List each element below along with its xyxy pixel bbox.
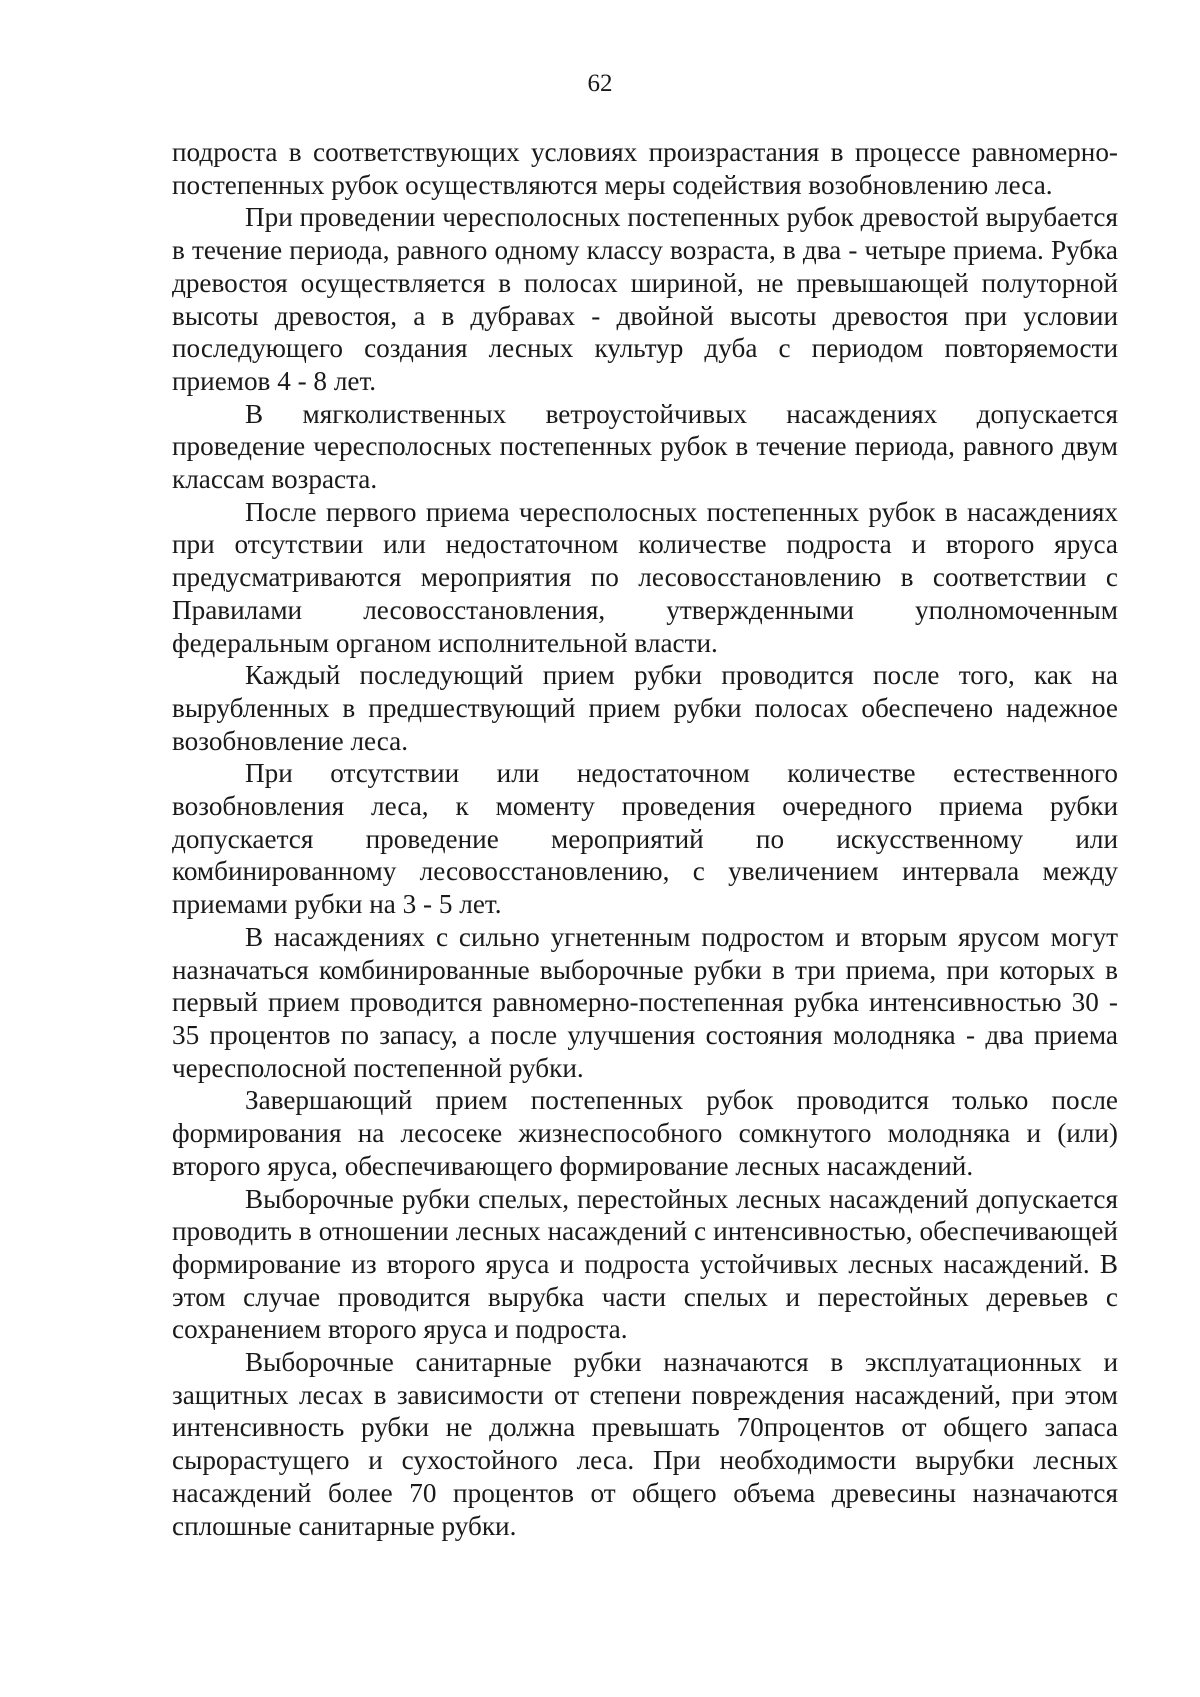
paragraph-after-first-cut: После первого приема чересполосных постепенных рубок в насаждениях при отсутствии или недостаточном количестве подроста и второго яруса предусматриваются мероприятия по лесовосстановлению в соответствии с Правилами лесовосстановления, утвержденными уполномоченным федеральным органом исполнительной власти. (172, 496, 1118, 658)
paragraph-artificial-regeneration: При отсутствии или недостаточном количестве естественного возобновления леса, к моменту проведения очередного приема рубки допускается проведение мероприятий по искусственному или комбинированному лесовосстановлению, с увеличением интервала между приемами рубки на 3 - 5 лет. (172, 758, 1118, 920)
document-body (172, 136, 1118, 1542)
paragraph-subsequent-cut: Каждый последующий прием рубки проводится после того, как на вырубленных в предшествующий прием рубки полосах обеспечено надежное возобновление леса. (172, 660, 1118, 756)
page-number: 62 (587, 70, 613, 97)
paragraph-combined-selective: В насаждениях с сильно угнетенным подростом и вторым ярусом могут назначаться комбинированные выборочные рубки в три приема, при которых в первый прием проводится равномерно-постепенная рубка интенсивностью 30 - 35 процентов по запасу, а после улучшения состояния молодняка - два приема чересполосной постепенной рубки. (172, 921, 1118, 1083)
paragraph-final-cut: Завершающий прием постепенных рубок проводится только после формирования на лесосеке жизнеспособного сомкнутого молодняка и (или) второго яруса, обеспечивающего формирование лесных насаждений. (172, 1085, 1118, 1181)
paragraph-strip-cutting: При проведении чересполосных постепенных рубок древостой вырубается в течение периода, равного одному классу возраста, в два - четыре приема. Рубка древостоя осуществляется в полосах шириной, не превышающей полуторной высоты древостоя, а в дубравах - двойной высоты древостоя при условии последующего создания лесных культур дуба с периодом повторяемости приемов 4 - 8 лет. (172, 202, 1118, 396)
paragraph-selective-mature: Выборочные рубки спелых, перестойных лесных насаждений допускается проводить в отношении лесных насаждений с интенсивностью, обеспечивающей формирование из второго яруса и подроста устойчивых лесных насаждений. В этом случае проводится вырубка части спелых и перестойных деревьев с сохранением второго яруса и подроста. (172, 1183, 1118, 1345)
paragraph-softwood-stands: В мягколиственных ветроустойчивых насаждениях допускается проведение чересполосных постепенных рубок в течение периода, равного двум классам возраста. (172, 398, 1118, 495)
paragraph-sanitary-cut: Выборочные санитарные рубки назначаются в эксплуатационных и защитных лесах в зависимости от степени повреждения насаждений, при этом интенсивность рубки не должна превышать 70процентов от общего запаса сырорастущего и сухостойного леса. При необходимости вырубки лесных насаждений более 70 процентов от общего объема древесины назначаются сплошные санитарные рубки. (172, 1347, 1118, 1541)
paragraph-continuation: подроста в соответствующих условиях произрастания в процессе равномерно-постепенных рубок осуществляются меры содействия возобновлению леса. (172, 137, 1118, 200)
